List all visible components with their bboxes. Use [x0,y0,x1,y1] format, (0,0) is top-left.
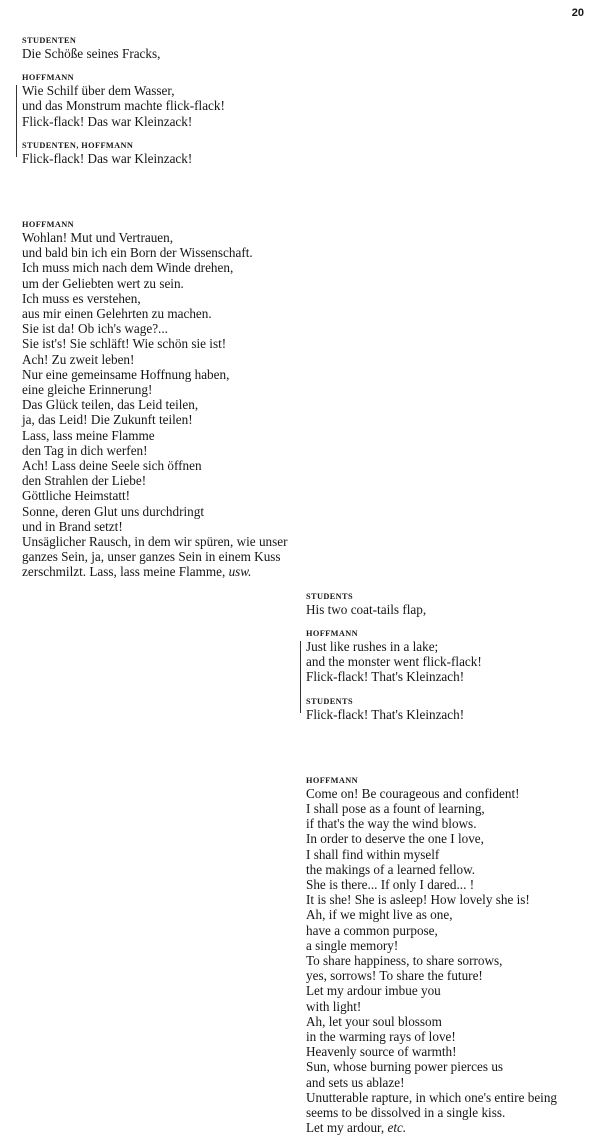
lyric-line: Ich muss es verstehen, [22,290,141,306]
lyric-line: Die Schöße seines Fracks, [22,46,161,61]
lyric-line: um der Geliebten wert zu sein. [22,275,184,291]
speech-block [22,72,292,129]
lyric-line: To share happiness, to share sorrows, [306,952,503,968]
lyric-line: yes, sorrows! To share the future! [306,968,483,984]
lyric-line: Wohlan! Mut und Vertrauen, [22,230,174,246]
lyric-line: Just like rushes in a lake; [306,638,439,654]
speaker-name: HOFFMANN [306,628,359,638]
lyric-line: Ach! Lass deine Seele sich öffnen [22,458,202,474]
lyric-line: aus mir einen Gelehrten zu machen. [22,306,212,322]
lyric-line: Flick-flack! Das war Kleinzack! [22,150,193,166]
speech-block [306,628,576,685]
speaker-name: STUDENTS [306,696,354,706]
lyric-line: Ich muss mich nach dem Winde drehen, [22,260,234,276]
lyric-line: Sonne, deren Glut uns durchdringt [22,503,205,519]
lyric-line: Nur eine gemeinsame Hoffnung haben, [22,366,230,382]
lyric-line: Come on! Be courageous and confident! [306,785,520,801]
lyric-line: His two coat-tails flap, [306,601,427,617]
lyric-line: It is she! She is asleep! How lovely she is! [306,892,530,908]
german-column [22,35,292,580]
lyric-line: und in Brand setzt! [22,518,123,534]
page-number: 20 [571,7,584,19]
lyric-lines [306,786,576,1135]
english-column [306,591,576,1135]
lyric-line: and sets us ablaze! [306,1074,405,1090]
lyric-line: Das Glück teilen, das Leid teilen, [22,397,199,413]
speech-block [22,219,292,580]
lyric-line: Göttliche Heimstatt! [22,488,131,504]
lyric-line: Unutterable rapture, in which one's entire being [306,1089,558,1105]
lyric-line: in the warming rays of love! [306,1028,456,1044]
lyric-line: Sie ist da! Ob ich's wage?... [22,321,168,337]
lyric-line: zerschmilzt. Lass, lass meine Flamme, usw. [22,564,252,580]
lyric-line: if that's the way the wind blows. [306,816,477,832]
section-gap [306,733,576,775]
lyric-line: Unsäglicher Rausch, in dem wir spüren, wie unser [22,534,288,550]
section-gap [22,177,292,219]
speaker-name: HOFFMANN [22,220,75,230]
lyric-line: ganzes Sein, ja, unser ganzes Sein in einem Kuss [22,549,281,565]
lyric-line: Let my ardour, etc. [306,1120,407,1135]
lyric-line: and the monster went flick-flack! [306,654,482,670]
speech-block [306,696,576,722]
lyric-line: den Tag in dich werfen! [22,442,148,458]
lyric-lines [306,602,576,617]
lyric-lines [306,639,576,685]
lyric-line: eine gleiche Erinnerung! [22,382,153,398]
speech-block [306,591,576,617]
lyric-line: I shall find within myself [306,846,440,862]
lyric-line: the makings of a learned fellow. [306,861,476,877]
speaker-name: HOFFMANN [306,775,359,785]
lyric-line: I shall pose as a fount of learning, [306,800,485,816]
lyric-lines [22,151,292,166]
lyric-line: Ach! Zu zweit leben! [22,351,135,367]
lyric-lines [306,707,576,722]
speaker-name: STUDENTS [306,591,354,601]
lyric-lines [22,83,292,129]
lyric-line: Sie ist's! Sie schläft! Wie schön sie ist! [22,336,227,352]
lyric-line: have a common purpose, [306,922,438,938]
lyric-lines [22,230,292,580]
lyric-line: a single memory! [306,937,399,953]
speaker-name: HOFFMANN [22,73,75,83]
speaker-name: STUDENTEN, HOFFMANN [22,140,134,150]
speaker-name: STUDENTEN [22,36,77,45]
lyric-line: seems to be dissolved in a single kiss. [306,1104,506,1120]
lyric-line: She is there... If only I dared... ! [306,876,475,892]
lyric-line: Heavenly source of warmth! [306,1044,457,1060]
lyric-line: den Strahlen der Liebe! [22,473,147,489]
lyric-line: Flick-flack! That's Kleinzach! [306,706,465,722]
lyric-line: ja, das Leid! Die Zukunft teilen! [22,412,193,428]
lyric-line: Let my ardour imbue you [306,983,441,999]
lyric-lines [22,46,292,61]
lyric-line: Sun, whose burning power pierces us [306,1059,504,1075]
lyric-line: Ah, if we might live as one, [306,907,453,923]
lyric-line: Ah, let your soul blossom [306,1013,442,1029]
lyric-line: In order to deserve the one I love, [306,831,484,847]
speech-block [22,140,292,166]
speech-block [22,35,292,61]
lyric-line: Lass, lass meine Flamme [22,427,155,443]
lyric-line: und bald bin ich ein Born der Wissenschaft. [22,245,253,261]
lyric-line: Flick-flack! Das war Kleinzack! [22,113,193,129]
lyric-line: und das Monstrum machte flick-flack! [22,98,225,114]
lyric-line: Flick-flack! That's Kleinzach! [306,669,465,685]
lyric-line: Wie Schilf über dem Wasser, [22,83,175,99]
lyric-line: with light! [306,998,362,1014]
speech-block [306,775,576,1135]
